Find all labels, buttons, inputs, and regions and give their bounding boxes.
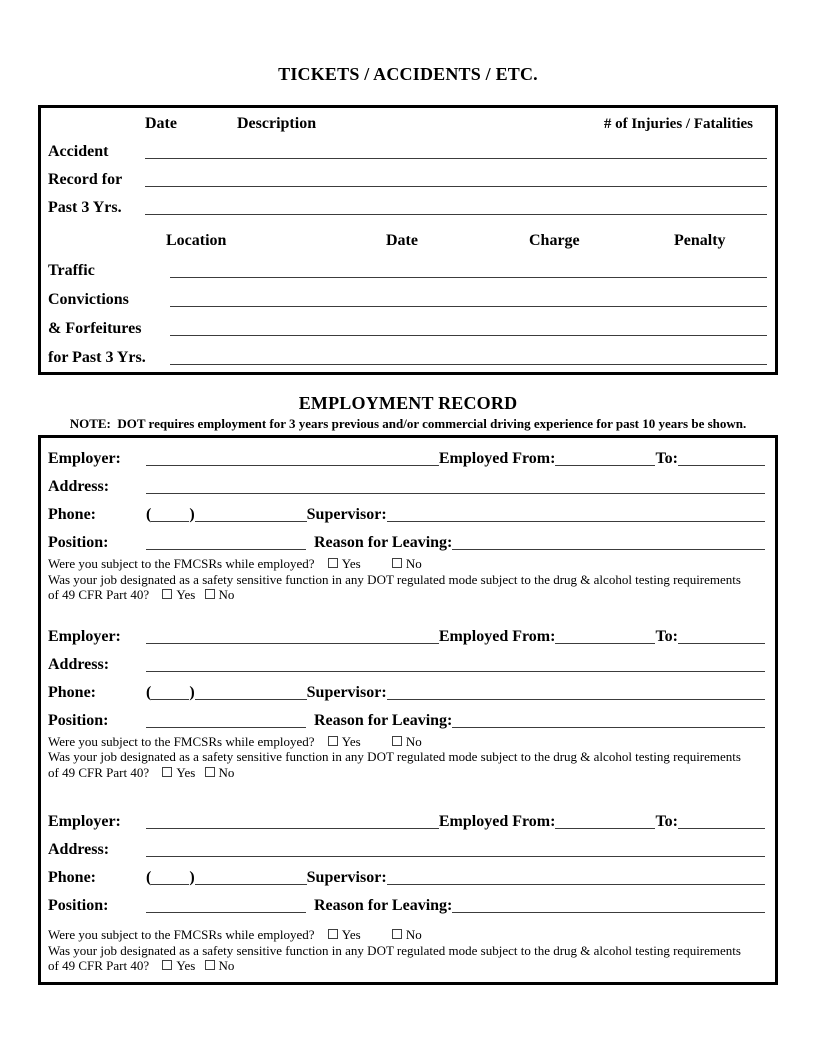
accident-row-2: [41, 162, 767, 190]
safety-question-text-2: of 49 CFR Part 40?: [48, 764, 150, 780]
area-code-input-line[interactable]: [151, 687, 189, 700]
supervisor-input-line[interactable]: [387, 687, 765, 700]
traffic-conviction-line-1[interactable]: [170, 265, 767, 278]
fmcsr-no-label: No: [405, 733, 422, 749]
position-row: [41, 703, 765, 731]
safety-question-line1: [48, 572, 765, 588]
traffic-label: Traffic: [48, 262, 95, 279]
fmcsr-question-row: [48, 927, 765, 943]
safety-question-text-1: Was your job designated as a safety sensitive function in any DOT regulated mode subject to the drug & alcohol testing requirements: [48, 749, 741, 764]
safety-yes-checkbox[interactable]: [162, 589, 172, 599]
address-label: Address:: [48, 478, 110, 495]
position-input-line[interactable]: [146, 715, 306, 728]
fmcsr-yes-checkbox[interactable]: [328, 736, 338, 746]
phone-number-input-line[interactable]: [195, 687, 307, 700]
traffic-row-3: [41, 310, 767, 339]
position-label: Position:: [48, 897, 109, 914]
accident-table-header-row: [41, 110, 767, 134]
address-input-line[interactable]: [146, 481, 765, 494]
address-label: Address:: [48, 841, 110, 858]
position-row: [41, 525, 765, 553]
for-past-3-yrs-label: for Past 3 Yrs.: [48, 349, 146, 366]
safety-no-checkbox[interactable]: [205, 960, 215, 970]
employment-record-box: [38, 435, 778, 985]
address-row: [41, 647, 765, 675]
phone-label: Phone:: [48, 869, 96, 886]
entry-questions: [41, 734, 765, 781]
safety-question-line2: [48, 587, 765, 603]
safety-no-label: No: [218, 764, 235, 780]
safety-question-line2: [48, 958, 765, 974]
phone-label: Phone:: [48, 683, 96, 701]
fmcsr-no-checkbox[interactable]: [392, 736, 402, 746]
phone-label: Phone:: [48, 506, 96, 523]
fmcsr-question-text: Were you subject to the FMCSRs while employed?: [48, 556, 315, 571]
fmcsr-question-text: Were you subject to the FMCSRs while employed?: [48, 733, 315, 749]
accident-injuries-header: # of Injuries / Fatalities: [603, 116, 753, 132]
forfeitures-label: & Forfeitures: [48, 320, 142, 337]
fmcsr-no-checkbox[interactable]: [392, 929, 402, 939]
employer-label: Employer:: [48, 627, 121, 645]
employer-input-line[interactable]: [146, 631, 439, 644]
employment-entry: [41, 804, 765, 974]
accident-description-header: Description: [237, 115, 317, 132]
accident-label: Accident: [48, 143, 109, 160]
record-for-label: Record for: [48, 171, 123, 188]
safety-question-text-2: of 49 CFR Part 40?: [48, 587, 150, 602]
safety-question-text-1: Was your job designated as a safety sensitive function in any DOT regulated mode subject to the drug & alcohol testing requirements: [48, 942, 741, 958]
phone-row: [41, 860, 765, 888]
phone-open-paren: (: [146, 506, 152, 523]
phone-open-paren: (: [146, 683, 152, 701]
position-label: Position:: [48, 711, 109, 729]
reason-for-leaving-input-line[interactable]: [452, 900, 765, 913]
address-row: [41, 469, 765, 497]
supervisor-label: Supervisor:: [306, 683, 387, 701]
safety-yes-checkbox[interactable]: [162, 767, 172, 777]
area-code-input-line[interactable]: [151, 872, 189, 885]
position-input-line[interactable]: [146, 900, 306, 913]
reason-for-leaving-label: Reason for Leaving:: [314, 534, 453, 551]
address-input-line[interactable]: [146, 844, 765, 857]
safety-question-text-1: Was your job designated as a safety sensitive function in any DOT regulated mode subject to the drug & alcohol testing requirements: [48, 571, 741, 587]
phone-row: [41, 675, 765, 703]
employer-row: [41, 619, 765, 647]
fmcsr-no-checkbox[interactable]: [392, 558, 402, 568]
supervisor-input-line[interactable]: [387, 872, 765, 885]
phone-close-paren: ): [189, 506, 195, 523]
accident-date-header: Date: [145, 115, 177, 132]
address-row: [41, 832, 765, 860]
reason-for-leaving-input-line[interactable]: [452, 537, 765, 550]
tickets-accidents-title: TICKETS / ACCIDENTS / ETC.: [278, 64, 538, 84]
safety-no-checkbox[interactable]: [205, 767, 215, 777]
phone-number-input-line[interactable]: [195, 509, 307, 522]
employment-entry: [41, 619, 765, 781]
accident-record-line-1[interactable]: [145, 146, 767, 159]
employer-row: [41, 804, 765, 832]
phone-close-paren: ): [189, 869, 195, 886]
employed-to-input-line[interactable]: [678, 631, 765, 644]
position-label: Position:: [48, 534, 109, 551]
employed-from-label: Employed From:: [438, 450, 556, 467]
employer-input-line[interactable]: [146, 816, 439, 829]
safety-no-checkbox[interactable]: [205, 589, 215, 599]
accident-record-line-2[interactable]: [145, 174, 767, 187]
safety-question-line1: [48, 943, 765, 959]
safety-yes-label: Yes: [176, 764, 196, 780]
reason-for-leaving-input-line[interactable]: [452, 715, 765, 728]
phone-number-input-line[interactable]: [195, 872, 307, 885]
dot-note: NOTE: DOT requires employment for 3 years previous and/or commercial driving experience for past 10 years be shown.: [69, 416, 747, 431]
traffic-charge-header: Charge: [529, 232, 580, 249]
traffic-row-4: [41, 339, 767, 368]
to-label: To:: [655, 450, 678, 467]
fmcsr-question-text: Were you subject to the FMCSRs while employed?: [48, 927, 315, 942]
employer-input-line[interactable]: [146, 453, 439, 466]
employed-from-input-line[interactable]: [555, 453, 655, 466]
accident-record-line-3[interactable]: [145, 202, 767, 215]
employer-label: Employer:: [48, 450, 121, 467]
employed-from-label: Employed From:: [438, 813, 556, 830]
supervisor-input-line[interactable]: [387, 509, 765, 522]
accident-row-1: [41, 134, 767, 162]
entry-questions: [41, 556, 765, 603]
employer-label: Employer:: [48, 813, 121, 830]
position-input-line[interactable]: [146, 537, 306, 550]
employment-entries: [41, 441, 765, 974]
accident-row-3: [41, 190, 767, 218]
safety-no-label: No: [218, 587, 235, 602]
safety-question-line1: [48, 749, 765, 765]
employed-to-input-line[interactable]: [678, 453, 765, 466]
entry-questions: [41, 927, 765, 974]
fmcsr-yes-label: Yes: [341, 556, 361, 571]
employment-entry: [41, 441, 765, 603]
fmcsr-no-label: No: [405, 556, 422, 571]
traffic-conviction-line-2[interactable]: [170, 294, 767, 307]
traffic-penalty-header: Penalty: [674, 232, 726, 249]
safety-question-line2: [48, 765, 765, 781]
traffic-conviction-line-3[interactable]: [170, 323, 767, 336]
to-label: To:: [655, 813, 678, 830]
accident-record-box: [38, 105, 778, 375]
safety-question-text-2: of 49 CFR Part 40?: [48, 958, 150, 973]
fmcsr-question-row: [48, 734, 765, 750]
supervisor-label: Supervisor:: [306, 869, 387, 886]
employed-to-input-line[interactable]: [678, 816, 765, 829]
traffic-location-header: Location: [166, 232, 227, 249]
traffic-row-2: [41, 281, 767, 310]
fmcsr-yes-checkbox[interactable]: [328, 929, 338, 939]
supervisor-label: Supervisor:: [306, 506, 387, 523]
employment-record-title: EMPLOYMENT RECORD: [298, 393, 518, 413]
phone-row: [41, 497, 765, 525]
fmcsr-no-label: No: [405, 927, 422, 942]
position-row: [41, 888, 765, 916]
traffic-table-header-row: [41, 226, 767, 252]
safety-yes-checkbox[interactable]: [162, 960, 172, 970]
address-input-line[interactable]: [146, 659, 765, 672]
employed-from-input-line[interactable]: [555, 631, 655, 644]
safety-no-label: No: [218, 958, 235, 973]
traffic-row-1: [41, 252, 767, 281]
area-code-input-line[interactable]: [151, 509, 189, 522]
fmcsr-yes-checkbox[interactable]: [328, 558, 338, 568]
employed-from-label: Employed From:: [438, 627, 556, 645]
past-3-yrs-label: Past 3 Yrs.: [48, 199, 122, 216]
fmcsr-yes-label: Yes: [341, 927, 361, 942]
fmcsr-yes-label: Yes: [341, 733, 361, 749]
traffic-date-header: Date: [386, 232, 418, 249]
safety-yes-label: Yes: [176, 958, 196, 973]
convictions-label: Convictions: [48, 291, 129, 308]
phone-open-paren: (: [146, 869, 152, 886]
safety-yes-label: Yes: [176, 587, 196, 602]
phone-close-paren: ): [189, 683, 195, 701]
employer-row: [41, 441, 765, 469]
traffic-conviction-line-4[interactable]: [170, 352, 767, 365]
reason-for-leaving-label: Reason for Leaving:: [314, 897, 453, 914]
reason-for-leaving-label: Reason for Leaving:: [314, 711, 453, 729]
employed-from-input-line[interactable]: [555, 816, 655, 829]
address-label: Address:: [48, 655, 110, 673]
to-label: To:: [655, 627, 678, 645]
fmcsr-question-row: [48, 556, 765, 572]
